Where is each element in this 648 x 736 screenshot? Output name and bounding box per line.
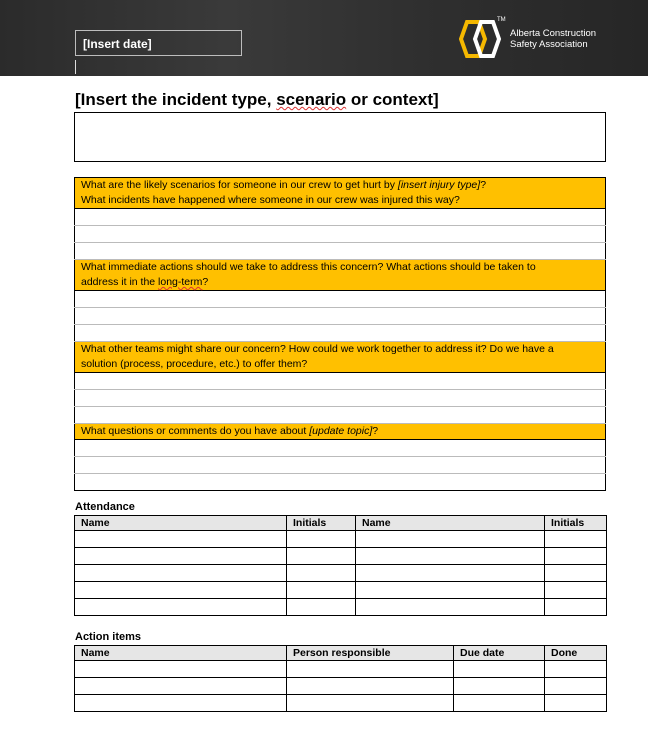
q2-line2-underlined: long-term [158, 276, 203, 288]
cell[interactable] [287, 695, 454, 712]
answer-cell[interactable] [75, 474, 606, 491]
action-item-row[interactable] [75, 678, 607, 695]
answer-cell[interactable] [75, 291, 606, 308]
q2-line2-prefix: address it in the [81, 276, 159, 288]
header-banner [0, 0, 648, 76]
cell[interactable] [75, 548, 287, 565]
col-header-done: Done [545, 646, 607, 661]
answer-row[interactable] [75, 440, 606, 457]
cell[interactable] [287, 599, 356, 616]
answer-cell[interactable] [75, 243, 606, 260]
col-header-name: Name [75, 646, 287, 661]
answer-row[interactable] [75, 226, 606, 243]
q1-line1-prefix: What are the likely scenarios for someone in our crew to get hurt by [81, 179, 398, 191]
cell[interactable] [454, 661, 545, 678]
cell[interactable] [545, 582, 607, 599]
cell[interactable] [454, 695, 545, 712]
q3-line2: solution (process, procedure, etc.) to offer them? [81, 358, 308, 370]
answer-cell[interactable] [75, 390, 606, 407]
question-4 [75, 424, 606, 440]
cell[interactable] [356, 531, 545, 548]
question-row-2 [75, 260, 606, 291]
cell[interactable] [545, 565, 607, 582]
question-2 [75, 260, 606, 291]
col-header-initials: Initials [287, 516, 356, 531]
cell[interactable] [287, 531, 356, 548]
col-header-person-responsible: Person responsible [287, 646, 454, 661]
col-header-initials: Initials [545, 516, 607, 531]
answer-row[interactable] [75, 243, 606, 260]
col-header-name: Name [356, 516, 545, 531]
cell[interactable] [545, 531, 607, 548]
q4-suffix: ? [372, 425, 379, 437]
organization-name [510, 28, 596, 50]
attendance-row[interactable] [75, 582, 607, 599]
org-name-line1: Alberta Construction [510, 28, 597, 39]
attendance-table [74, 515, 607, 616]
attendance-row[interactable] [75, 565, 607, 582]
answer-cell[interactable] [75, 308, 606, 325]
title-part1: [Insert the incident type, [75, 90, 277, 109]
answer-row[interactable] [75, 291, 606, 308]
date-field[interactable]: [Insert date] [75, 30, 242, 56]
question-row-3 [75, 342, 606, 373]
questions-table [74, 177, 606, 491]
cell[interactable] [75, 661, 287, 678]
action-items-table [74, 645, 607, 712]
context-text-box[interactable] [74, 112, 606, 162]
q2-line2-suffix: ? [202, 276, 209, 288]
action-items-label: Action items [75, 631, 142, 643]
action-item-row[interactable] [75, 695, 607, 712]
cell[interactable] [75, 531, 287, 548]
cell[interactable] [75, 695, 287, 712]
cell[interactable] [356, 565, 545, 582]
question-3 [75, 342, 606, 373]
answer-row[interactable] [75, 308, 606, 325]
cell[interactable] [287, 548, 356, 565]
answer-row[interactable] [75, 325, 606, 342]
text-cursor [75, 60, 76, 74]
org-name-line2: Safety Association [510, 39, 588, 50]
acsa-logo-icon [459, 18, 505, 60]
cell[interactable] [356, 548, 545, 565]
cell[interactable] [75, 582, 287, 599]
answer-cell[interactable] [75, 407, 606, 424]
cell[interactable] [545, 661, 607, 678]
q2-line1: What immediate actions should we take to address this concern? What actions should be taken to [81, 261, 536, 273]
title-part2: scenario [276, 90, 347, 109]
action-items-header-row [75, 646, 607, 661]
q4-prefix: What questions or comments do you have about [81, 425, 310, 437]
question-row-1 [75, 178, 606, 209]
answer-row[interactable] [75, 390, 606, 407]
cell[interactable] [545, 678, 607, 695]
question-row-4 [75, 424, 606, 440]
q1-line1-italic: [insert injury type] [397, 179, 481, 191]
answer-row[interactable] [75, 474, 606, 491]
attendance-row[interactable] [75, 599, 607, 616]
answer-cell[interactable] [75, 325, 606, 342]
q1-line1-suffix: ? [480, 179, 487, 191]
attendance-row[interactable] [75, 548, 607, 565]
answer-cell[interactable] [75, 457, 606, 474]
attendance-label: Attendance [75, 501, 135, 513]
question-1 [75, 178, 606, 209]
answer-cell[interactable] [75, 209, 606, 226]
cell[interactable] [454, 678, 545, 695]
cell[interactable] [545, 599, 607, 616]
action-item-row[interactable] [75, 661, 607, 678]
answer-cell[interactable] [75, 373, 606, 390]
cell[interactable] [356, 582, 545, 599]
answer-row[interactable] [75, 407, 606, 424]
q4-italic: [update topic] [309, 425, 373, 437]
trademark-mark: TM [497, 17, 506, 23]
answer-cell[interactable] [75, 226, 606, 243]
cell[interactable] [287, 565, 356, 582]
cell[interactable] [75, 678, 287, 695]
attendance-header-row [75, 516, 607, 531]
title-part3: or context] [346, 90, 439, 109]
answer-row[interactable] [75, 373, 606, 390]
col-header-name: Name [75, 516, 287, 531]
answer-row[interactable] [75, 209, 606, 226]
page-title[interactable] [75, 90, 439, 110]
cell[interactable] [287, 678, 454, 695]
cell[interactable] [545, 695, 607, 712]
cell[interactable] [545, 548, 607, 565]
cell[interactable] [75, 565, 287, 582]
attendance-row[interactable] [75, 531, 607, 548]
answer-row[interactable] [75, 457, 606, 474]
cell[interactable] [287, 582, 356, 599]
answer-cell[interactable] [75, 440, 606, 457]
q1-line2: What incidents have happened where someone in our crew was injured this way? [81, 194, 460, 206]
cell[interactable] [75, 599, 287, 616]
q3-line1: What other teams might share our concern? How could we work together to address it? Do we have a [81, 343, 554, 355]
cell[interactable] [287, 661, 454, 678]
col-header-due-date: Due date [454, 646, 545, 661]
cell[interactable] [356, 599, 545, 616]
